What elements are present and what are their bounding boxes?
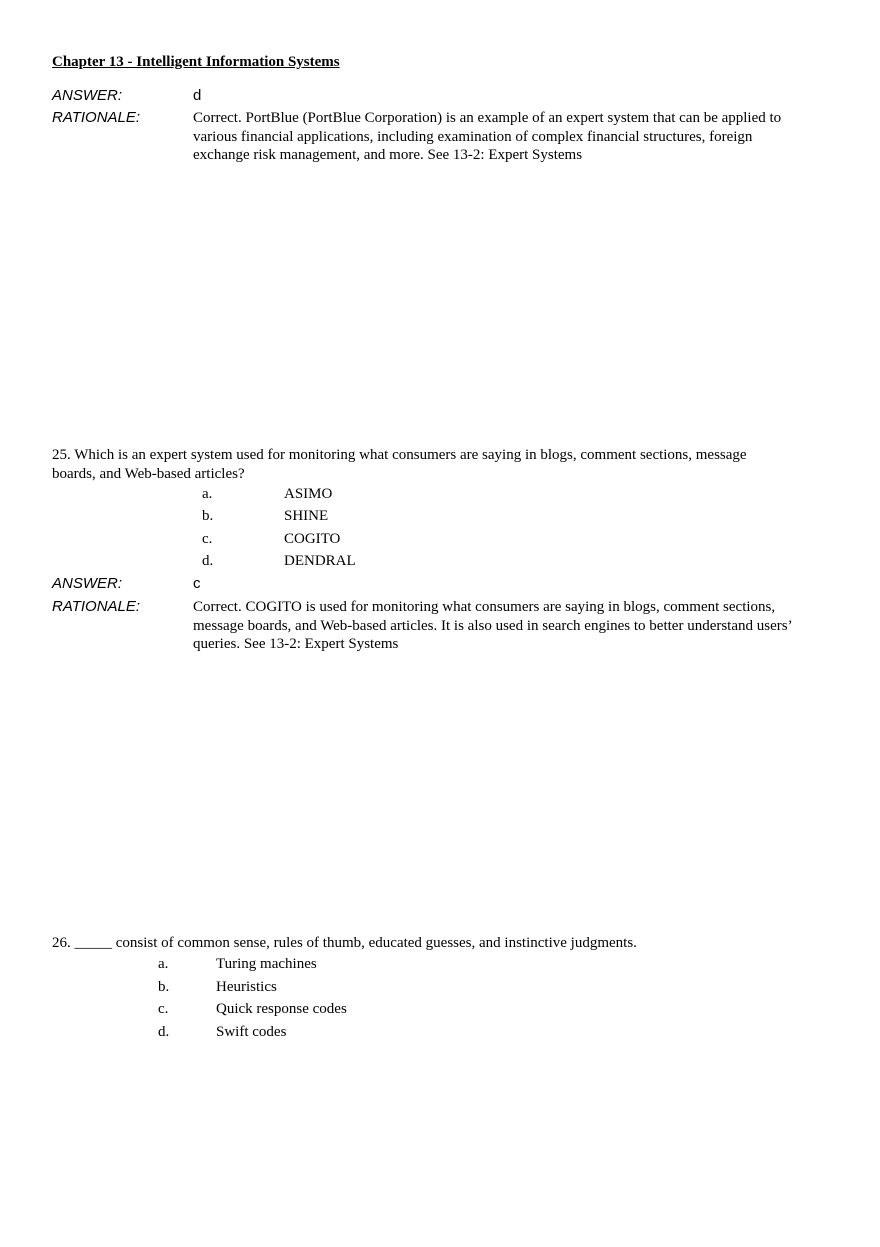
- answer-label: ANSWER:: [52, 575, 123, 592]
- choice-letter-c: c.: [202, 531, 213, 547]
- rationale-text: [193, 598, 793, 654]
- rationale-line: Correct. COGITO is used for monitoring what consumers are saying in blogs, comment sections,: [193, 599, 776, 615]
- choice-letter-d: d.: [158, 1024, 170, 1040]
- choice-text-b: Heuristics: [216, 979, 277, 995]
- rationale-line: various financial applications, including examination of complex financial structures, foreign: [193, 128, 753, 145]
- rationale-text: [193, 109, 781, 165]
- choice-text-c: COGITO: [284, 531, 341, 547]
- question-line: boards, and Web-based articles?: [52, 465, 245, 482]
- rationale-line: Correct. PortBlue (PortBlue Corporation) is an example of an expert system that can be applied to: [193, 110, 782, 126]
- choice-letter-c: c.: [158, 1001, 169, 1017]
- question-26: 26. _____ consist of common sense, rules of thumb, educated guesses, and instinctive judgments.: [52, 935, 637, 951]
- rationale-label: RATIONALE:: [52, 109, 141, 126]
- page-title: Chapter 13 - Intelligent Information Systems: [52, 54, 340, 70]
- choice-text-c: Quick response codes: [216, 1001, 347, 1017]
- rationale-line: exchange risk management, and more. See 13-2: Expert Systems: [193, 147, 583, 163]
- choice-letter-a: a.: [202, 486, 213, 502]
- rationale-label: RATIONALE:: [52, 598, 141, 615]
- answer-value: c: [193, 575, 201, 592]
- choice-text-a: Turing machines: [216, 956, 317, 972]
- choice-letter-b: b.: [158, 979, 170, 995]
- choice-letter-d: d.: [202, 553, 214, 569]
- choice-text-d: DENDRAL: [284, 553, 356, 569]
- choice-text-d: Swift codes: [216, 1024, 287, 1040]
- rationale-line: message boards, and Web-based articles. It is also used in search engines to better understand users’: [193, 617, 793, 634]
- choice-letter-b: b.: [202, 508, 214, 524]
- choice-text-b: SHINE: [284, 508, 329, 524]
- answer-label: ANSWER:: [52, 87, 123, 104]
- rationale-line: queries. See 13-2: Expert Systems: [193, 636, 399, 652]
- question-line: 25. Which is an expert system used for monitoring what consumers are saying in blogs, comment sections, message: [52, 447, 747, 463]
- choice-text-a: ASIMO: [284, 486, 333, 502]
- question-25: [52, 446, 812, 483]
- choice-letter-a: a.: [158, 956, 169, 972]
- answer-value: d: [193, 87, 202, 104]
